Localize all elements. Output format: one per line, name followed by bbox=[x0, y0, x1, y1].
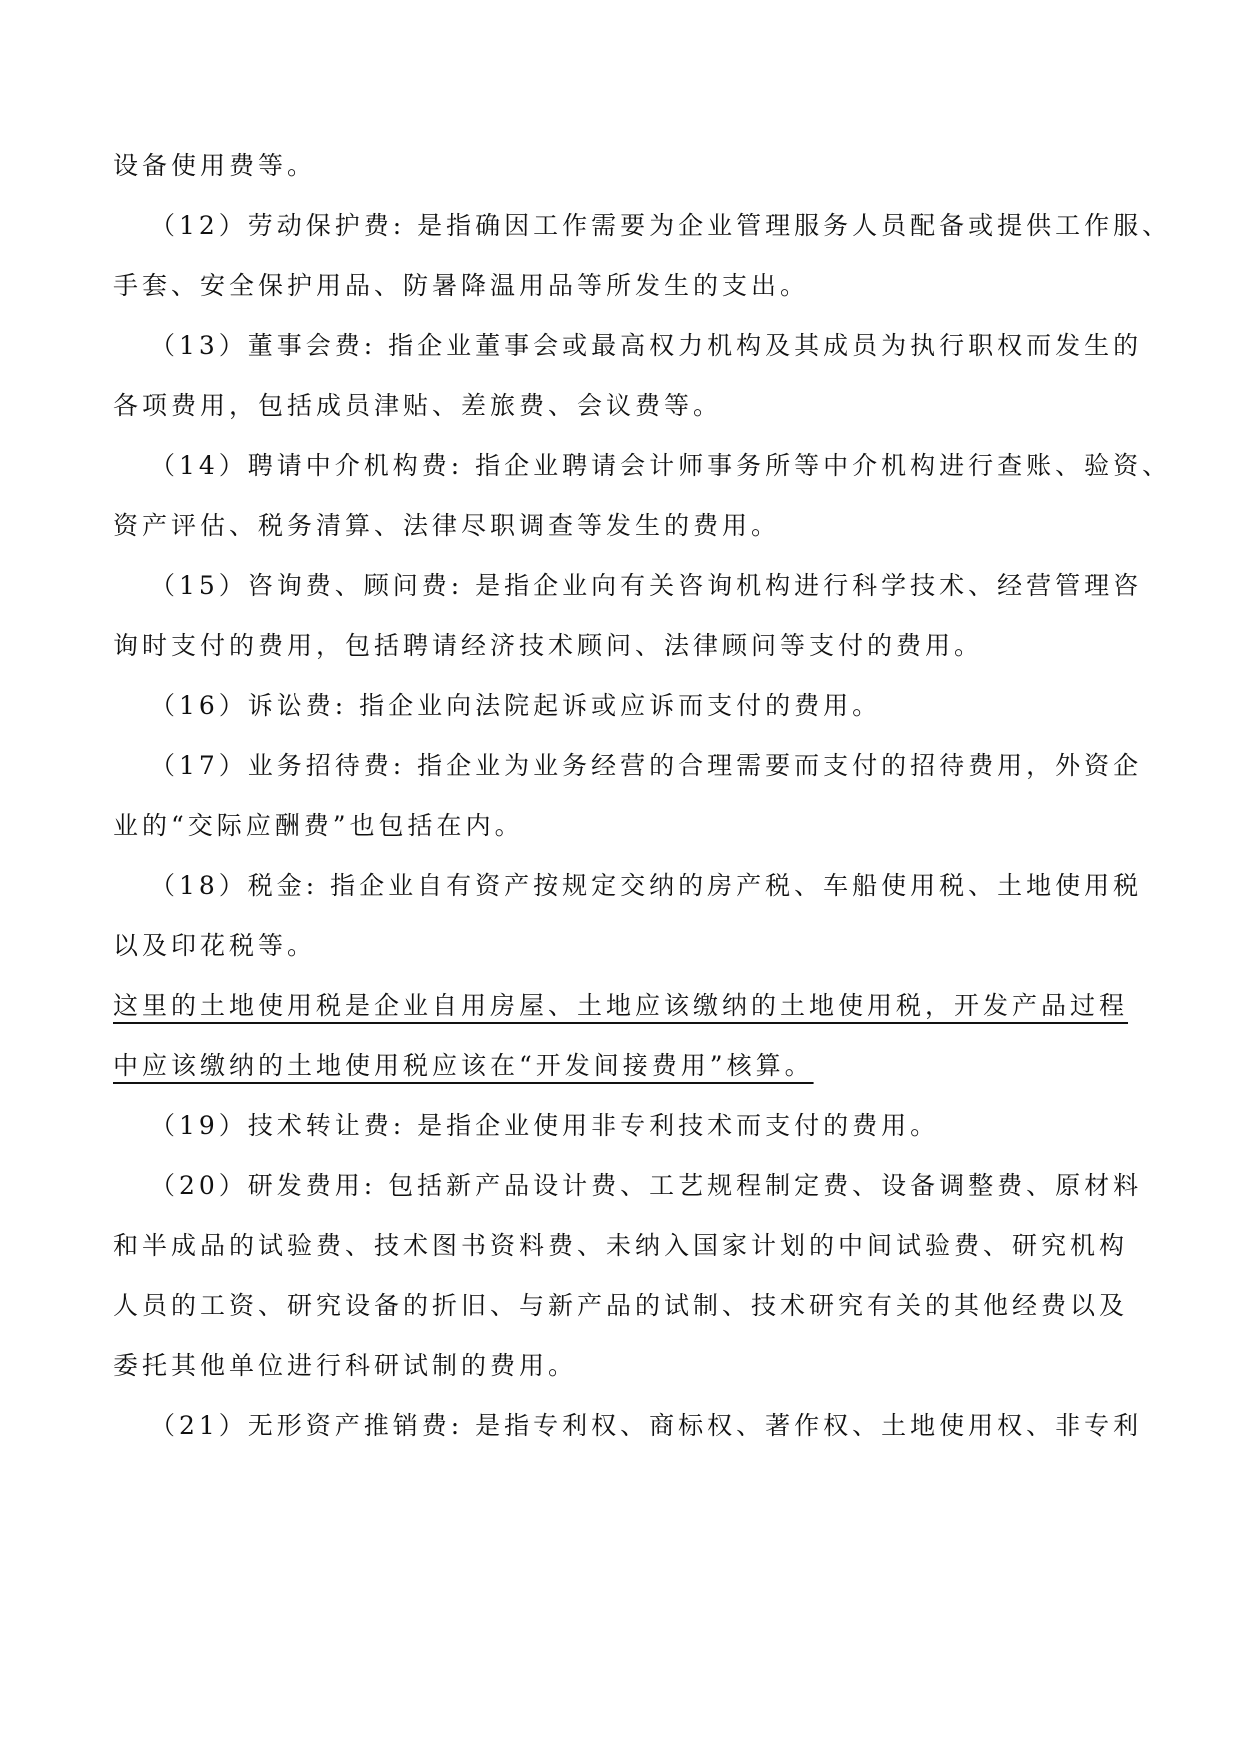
text-line-5: 各项费用，包括成员津贴、差旅费、会议费等。 bbox=[113, 391, 723, 420]
text-line-19: 和半成品的试验费、技术图书资料费、未纳入国家计划的中间试验费、研究机构 bbox=[113, 1231, 1129, 1260]
text-line-15-underlined: 这里的土地使用税是企业自用房屋、土地应该缴纳的土地使用税，开发产品过程 bbox=[113, 991, 1129, 1020]
text-line-7: 资产评估、税务清算、法律尽职调查等发生的费用。 bbox=[113, 511, 781, 540]
text-line-17: （19）技术转让费: 是指企业使用非专利技术而支付的费用。 bbox=[150, 1111, 940, 1140]
text-line-16-underlined: 中应该缴纳的土地使用税应该在“开发间接费用”核算。 bbox=[113, 1051, 814, 1080]
text-line-21: 委托其他单位进行科研试制的费用。 bbox=[113, 1351, 578, 1380]
text-line-6: （14）聘请中介机构费: 指企业聘请会计师事务所等中介机构进行查账、验资、 bbox=[150, 451, 1172, 480]
text-line-10: （16）诉讼费: 指企业向法院起诉或应诉而支付的费用。 bbox=[150, 691, 882, 720]
text-line-20: 人员的工资、研究设备的折旧、与新产品的试制、技术研究有关的其他经费以及 bbox=[113, 1291, 1129, 1320]
text-line-22: （21）无形资产推销费: 是指专利权、商标权、著作权、土地使用权、非专利 bbox=[150, 1411, 1143, 1440]
text-line-11: （17）业务招待费: 指企业为业务经营的合理需要而支付的招待费用，外资企 bbox=[150, 751, 1143, 780]
text-line-2: （12）劳动保护费: 是指确因工作需要为企业管理服务人员配备或提供工作服、 bbox=[150, 211, 1172, 240]
text-line-3: 手套、安全保护用品、防暑降温用品等所发生的支出。 bbox=[113, 271, 810, 300]
text-line-13: （18）税金: 指企业自有资产按规定交纳的房产税、车船使用税、土地使用税 bbox=[150, 871, 1143, 900]
text-line-4: （13）董事会费: 指企业董事会或最高权力机构及其成员为执行职权而发生的 bbox=[150, 331, 1143, 360]
text-line-8: （15）咨询费、顾问费: 是指企业向有关咨询机构进行科学技术、经营管理咨 bbox=[150, 571, 1143, 600]
text-line-1: 设备使用费等。 bbox=[113, 151, 317, 180]
text-line-14: 以及印花税等。 bbox=[113, 931, 317, 960]
text-line-12: 业的“交际应酬费”也包括在内。 bbox=[113, 811, 524, 840]
text-line-18: （20）研发费用: 包括新产品设计费、工艺规程制定费、设备调整费、原材料 bbox=[150, 1171, 1143, 1200]
text-line-9: 询时支付的费用，包括聘请经济技术顾问、法律顾问等支付的费用。 bbox=[113, 631, 984, 660]
